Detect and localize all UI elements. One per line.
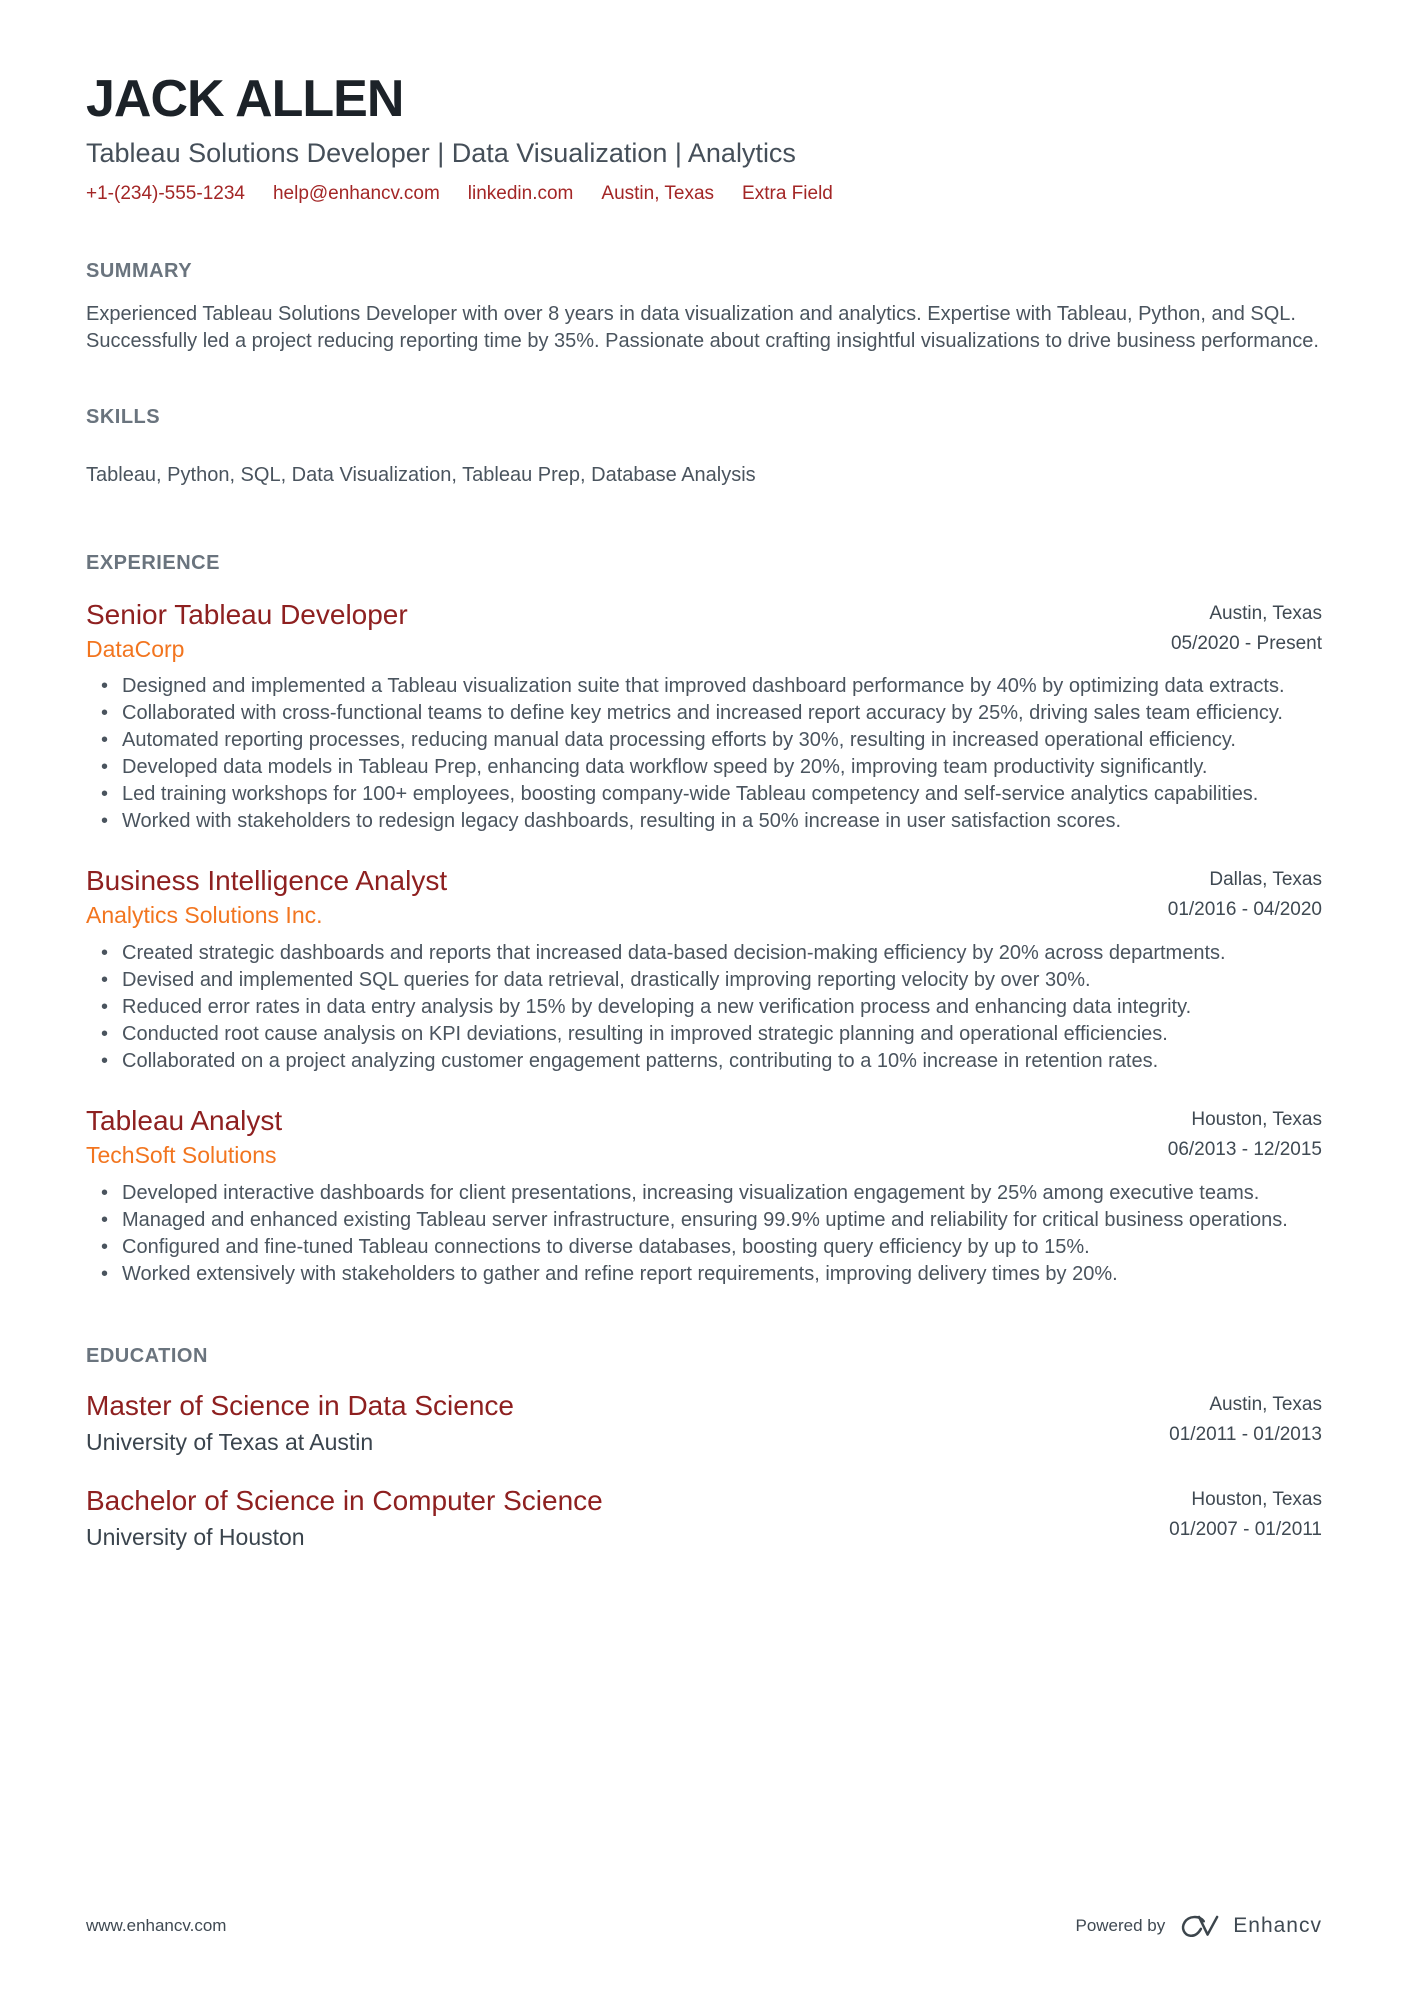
degree-meta <box>1169 1388 1322 1450</box>
contact-location[interactable]: Austin, Texas <box>601 182 715 204</box>
job-entry-senior-tableau-developer <box>86 597 1322 836</box>
degree-header <box>86 1483 1322 1552</box>
job-company: TechSoft Solutions <box>86 1142 277 1169</box>
contact-extra-field[interactable]: Extra Field <box>742 182 833 204</box>
candidate-name: JACK ALLEN <box>86 70 404 128</box>
contact-phone[interactable]: +1-(234)-555-1234 <box>86 182 245 204</box>
job-company: DataCorp <box>86 635 185 662</box>
job-meta <box>1168 1103 1322 1165</box>
skills-section <box>86 405 1322 489</box>
education-section <box>86 1344 1322 1552</box>
job-bullet: • Designed and implemented a Tableau visualization suite that improved dashboard performance by 40% by optimizing data extracts. <box>86 673 1322 700</box>
job-bullet: • Developed data models in Tableau Prep, enhancing data workflow speed by 20%, improving team productivity significantly. <box>86 754 1322 781</box>
job-title: Business Intelligence Analyst <box>86 865 448 897</box>
job-bullet: • Managed and enhanced existing Tableau server infrastructure, ensuring 99.9% uptime and reliability for critical business operations. <box>86 1207 1322 1234</box>
enhancv-wordmark: Enhancv <box>1233 1914 1322 1937</box>
job-bullets <box>86 1180 1322 1288</box>
degree-school: University of Houston <box>86 1523 305 1550</box>
job-location: Houston, Texas <box>1191 1109 1322 1131</box>
job-title: Senior Tableau Developer <box>86 598 408 630</box>
education-heading: EDUCATION <box>86 1344 208 1367</box>
job-dates: 06/2013 - 12/2015 <box>1167 1139 1322 1161</box>
skills-list: Tableau, Python, SQL, Data Visualization, Tableau Prep, Database Analysis <box>86 463 756 486</box>
job-bullet: • Devised and implemented SQL queries for data retrieval, drastically improving reporting velocity by over 30%. <box>86 967 1322 994</box>
job-dates: 01/2016 - 04/2020 <box>1167 899 1322 921</box>
summary-text: Experienced Tableau Solutions Developer with over 8 years in data visualization and analytics. Expertise with Tableau, Python, and SQL. Successfully led a project reducing reporting time by 35%. Passionate about crafting insightful visualizations to drive business performance. <box>86 302 1319 352</box>
resume-header <box>86 72 1322 207</box>
job-header <box>86 863 1322 930</box>
degree-school: University of Texas at Austin <box>86 1428 374 1455</box>
job-entry-tableau-analyst <box>86 1103 1322 1288</box>
degree-title: Bachelor of Science in Computer Science <box>86 1484 603 1516</box>
skills-heading: SKILLS <box>86 405 161 428</box>
job-bullet: • Collaborated on a project analyzing customer engagement patterns, contributing to a 10% increase in retention rates. <box>86 1048 1322 1075</box>
job-title-company <box>86 1103 282 1170</box>
degree-dates: 01/2011 - 01/2013 <box>1169 1423 1322 1445</box>
job-header <box>86 597 1322 664</box>
job-entry-business-intelligence-analyst <box>86 863 1322 1075</box>
enhancv-logo-icon <box>1178 1913 1220 1939</box>
job-bullet: • Collaborated with cross-functional teams to define key metrics and increased report accuracy by 25%, driving sales team efficiency. <box>86 700 1322 727</box>
enhancv-site-link[interactable]: www.enhancv.com <box>86 1916 227 1935</box>
job-bullet: • Created strategic dashboards and reports that increased data-based decision-making efficiency by 20% across departments. <box>86 940 1322 967</box>
degree-header <box>86 1388 1322 1457</box>
job-bullet: • Reduced error rates in data entry analysis by 15% by developing a new verification process and enhancing data integrity. <box>86 994 1322 1021</box>
job-meta <box>1171 597 1322 659</box>
summary-heading: SUMMARY <box>86 259 193 282</box>
experience-section <box>86 551 1322 1288</box>
contact-email[interactable]: help@enhancv.com <box>272 182 440 204</box>
contact-row <box>86 182 1322 207</box>
page-footer <box>0 1873 1410 1995</box>
job-bullet: • Automated reporting processes, reducing manual data processing efforts by 30%, resulting in increased operational efficiency. <box>86 727 1322 754</box>
degree-title-school <box>86 1388 514 1457</box>
job-location: Austin, Texas <box>1209 602 1322 624</box>
degree-location: Austin, Texas <box>1209 1393 1322 1415</box>
candidate-title: Tableau Solutions Developer | Data Visualization | Analytics <box>86 137 796 168</box>
summary-section <box>86 259 1322 355</box>
job-bullets <box>86 673 1322 835</box>
degree-meta <box>1169 1483 1322 1545</box>
degree-title-school <box>86 1483 603 1552</box>
job-meta <box>1168 863 1322 925</box>
job-location: Dallas, Texas <box>1209 869 1322 891</box>
job-bullet: • Worked with stakeholders to redesign legacy dashboards, resulting in a 50% increase in user satisfaction scores. <box>86 808 1322 835</box>
job-title: Tableau Analyst <box>86 1105 283 1137</box>
experience-heading: EXPERIENCE <box>86 551 220 574</box>
degree-entry-masters <box>86 1388 1322 1457</box>
degree-location: Houston, Texas <box>1191 1488 1322 1510</box>
job-company: Analytics Solutions Inc. <box>86 902 323 929</box>
job-header <box>86 1103 1322 1170</box>
job-bullet: • Configured and fine-tuned Tableau connections to diverse databases, boosting query efficiency by up to 15%. <box>86 1234 1322 1261</box>
degree-title: Master of Science in Data Science <box>86 1389 514 1421</box>
job-bullet: • Developed interactive dashboards for client presentations, increasing visualization engagement by 25% among executive teams. <box>86 1180 1322 1207</box>
job-dates: 05/2020 - Present <box>1170 632 1322 654</box>
powered-by-label: Powered by <box>1075 1916 1166 1935</box>
powered-by-block <box>1075 1913 1322 1939</box>
degree-entry-bachelors <box>86 1483 1322 1552</box>
degree-dates: 01/2007 - 01/2011 <box>1169 1518 1322 1540</box>
job-bullet: • Conducted root cause analysis on KPI deviations, resulting in improved strategic planning and operational efficiencies. <box>86 1021 1322 1048</box>
job-bullet: • Led training workshops for 100+ employees, boosting company-wide Tableau competency and self-service analytics capabilities. <box>86 781 1322 808</box>
job-bullet: • Worked extensively with stakeholders to gather and refine report requirements, improving delivery times by 20%. <box>86 1261 1322 1288</box>
job-bullets <box>86 940 1322 1075</box>
job-title-company <box>86 597 408 664</box>
contact-linkedin[interactable]: linkedin.com <box>467 182 574 204</box>
job-title-company <box>86 863 447 930</box>
